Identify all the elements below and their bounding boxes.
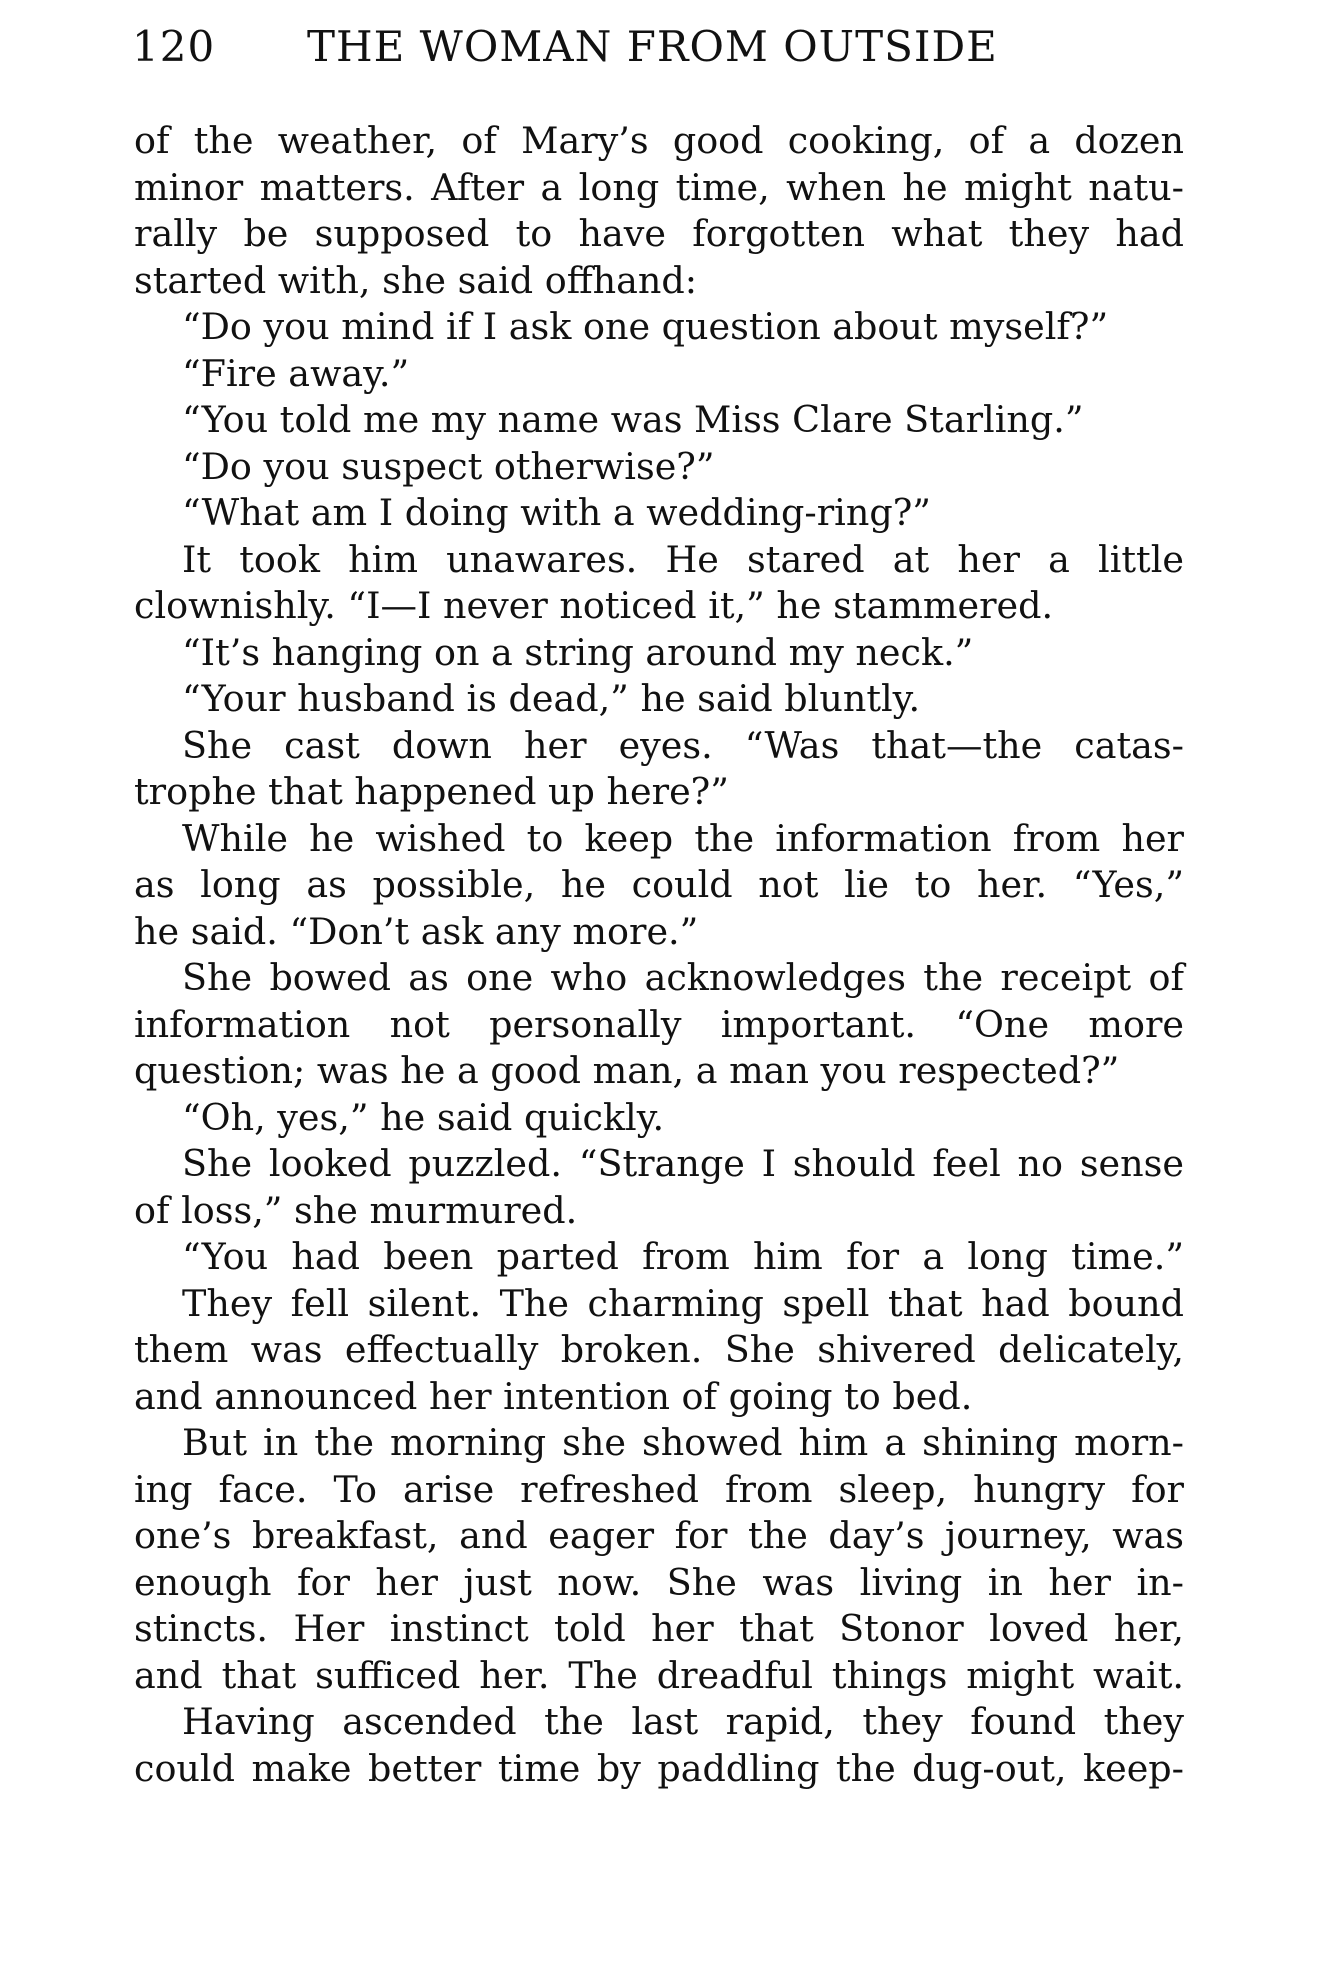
text-line: minor matters. After a long time, when he might natu- xyxy=(134,165,1184,209)
text-line: “You had been parted from him for a long time.” xyxy=(182,1235,1184,1278)
body-text xyxy=(134,118,1184,1792)
text-line: of the weather, of Mary’s good cooking, of a dozen xyxy=(134,119,1184,162)
text-line: “Your husband is dead,” he said bluntly. xyxy=(182,677,921,720)
text-line: he said. “Don’t ask any more.” xyxy=(134,909,699,953)
text-line: rally be supposed to have forgotten what they had xyxy=(134,212,1184,255)
text-line: She bowed as one who acknowledges the receipt of xyxy=(182,956,1184,999)
page-number: 120 xyxy=(132,22,216,71)
text-line: She cast down her eyes. “Was that—the catas- xyxy=(182,723,1184,767)
text-line: “Fire away.” xyxy=(182,351,410,395)
running-head xyxy=(132,22,1232,82)
text-line: “You told me my name was Miss Clare Starling.” xyxy=(182,398,1084,441)
text-line: could make better time by paddling the dug-out, keep- xyxy=(134,1746,1184,1790)
text-line: Having ascended the last rapid, they found they xyxy=(182,1700,1184,1743)
text-line: them was effectually broken. She shivered delicately, xyxy=(134,1328,1184,1371)
text-line: “What am I doing with a wedding-ring?” xyxy=(182,491,931,534)
text-line: But in the morning she showed him a shining morn- xyxy=(182,1421,1184,1464)
text-line: She looked puzzled. “Strange I should feel no sense xyxy=(182,1142,1184,1185)
text-line: While he wished to keep the information from her xyxy=(182,816,1184,860)
text-line: and that sufficed her. The dreadful things might wait. xyxy=(134,1653,1184,1697)
running-title: THE WOMAN FROM OUTSIDE xyxy=(307,22,998,71)
text-line: “It’s hanging on a string around my neck.” xyxy=(182,630,974,674)
text-line: “Oh, yes,” he said quickly. xyxy=(182,1095,665,1139)
text-line: They fell silent. The charming spell that had bound xyxy=(182,1281,1184,1325)
text-line: started with, she said offhand: xyxy=(134,258,698,302)
text-line: enough for her just now. She was living in her in- xyxy=(134,1560,1184,1604)
text-line: “Do you mind if I ask one question about myself?” xyxy=(182,305,1109,348)
text-line: of loss,” she murmured. xyxy=(134,1188,578,1232)
text-line: and announced her intention of going to bed. xyxy=(134,1374,973,1418)
text-line: ing face. To arise refreshed from sleep, hungry for xyxy=(134,1467,1184,1511)
text-line: information not personally important. “One more xyxy=(134,1002,1184,1046)
text-line: It took him unawares. He stared at her a little xyxy=(182,537,1184,581)
text-line: question; was he a good man, a man you respected?” xyxy=(134,1049,1120,1092)
text-line: clownishly. “I—I never noticed it,” he stammered. xyxy=(134,584,1054,627)
text-line: stincts. Her instinct told her that Stonor loved her, xyxy=(134,1607,1184,1650)
text-line: as long as possible, he could not lie to her. “Yes,” xyxy=(134,863,1184,906)
text-line: one’s breakfast, and eager for the day’s journey, was xyxy=(134,1514,1184,1557)
text-line: “Do you suspect otherwise?” xyxy=(182,444,715,488)
text-line: trophe that happened up here?” xyxy=(134,770,729,813)
